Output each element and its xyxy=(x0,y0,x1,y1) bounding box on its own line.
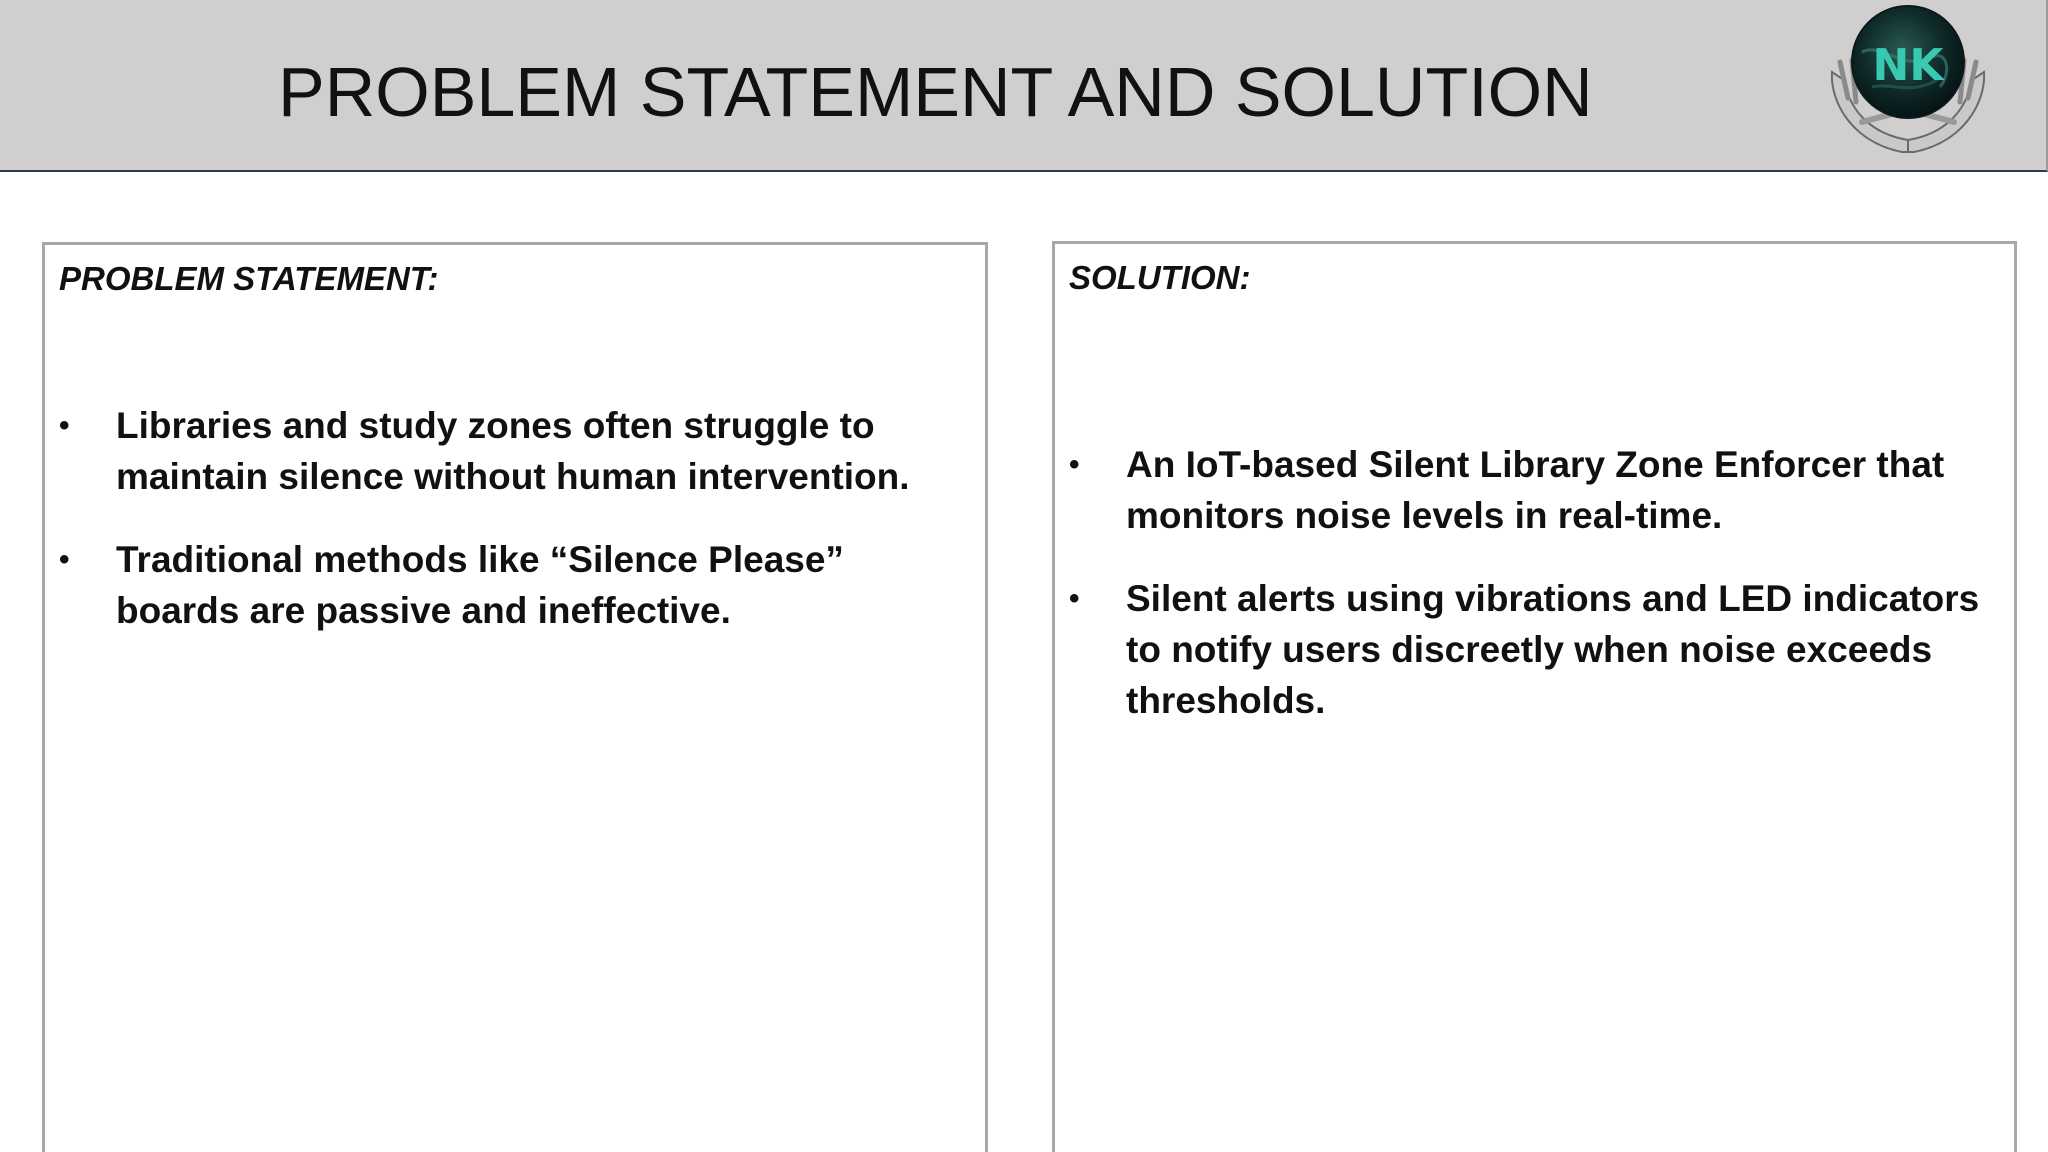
bullet-text: Silent alerts using vibrations and LED indicators to notify users discreetly when noise exceeds thresholds. xyxy=(1126,578,1980,721)
bullet-dot-icon: • xyxy=(1069,448,1080,481)
solution-panel xyxy=(1052,241,2017,1152)
list-item xyxy=(45,534,965,636)
bullet-text: Libraries and study zones often struggle to maintain silence without human intervention. xyxy=(116,405,910,497)
problem-panel xyxy=(42,242,988,1152)
bullet-text: Traditional methods like “Silence Please” boards are passive and ineffective. xyxy=(116,539,844,631)
solution-heading: SOLUTION: xyxy=(1069,259,1251,296)
bullet-dot-icon: • xyxy=(59,409,70,442)
list-item xyxy=(1055,573,1994,726)
bullet-dot-icon: • xyxy=(59,543,70,576)
logo-letters: NK xyxy=(1872,40,1944,91)
list-item xyxy=(45,400,965,502)
nk-logo-icon xyxy=(1822,2,1994,158)
problem-heading: PROBLEM STATEMENT: xyxy=(59,260,439,297)
list-item xyxy=(1055,439,1994,541)
page-title: PROBLEM STATEMENT AND SOLUTION xyxy=(278,53,1593,131)
problem-bullet-list xyxy=(45,400,965,668)
bullet-dot-icon: • xyxy=(1069,582,1080,615)
solution-bullet-list xyxy=(1055,439,1994,758)
bullet-text: An IoT-based Silent Library Zone Enforcer that monitors noise levels in real-time. xyxy=(1126,444,1945,536)
header-bar xyxy=(0,0,2048,172)
